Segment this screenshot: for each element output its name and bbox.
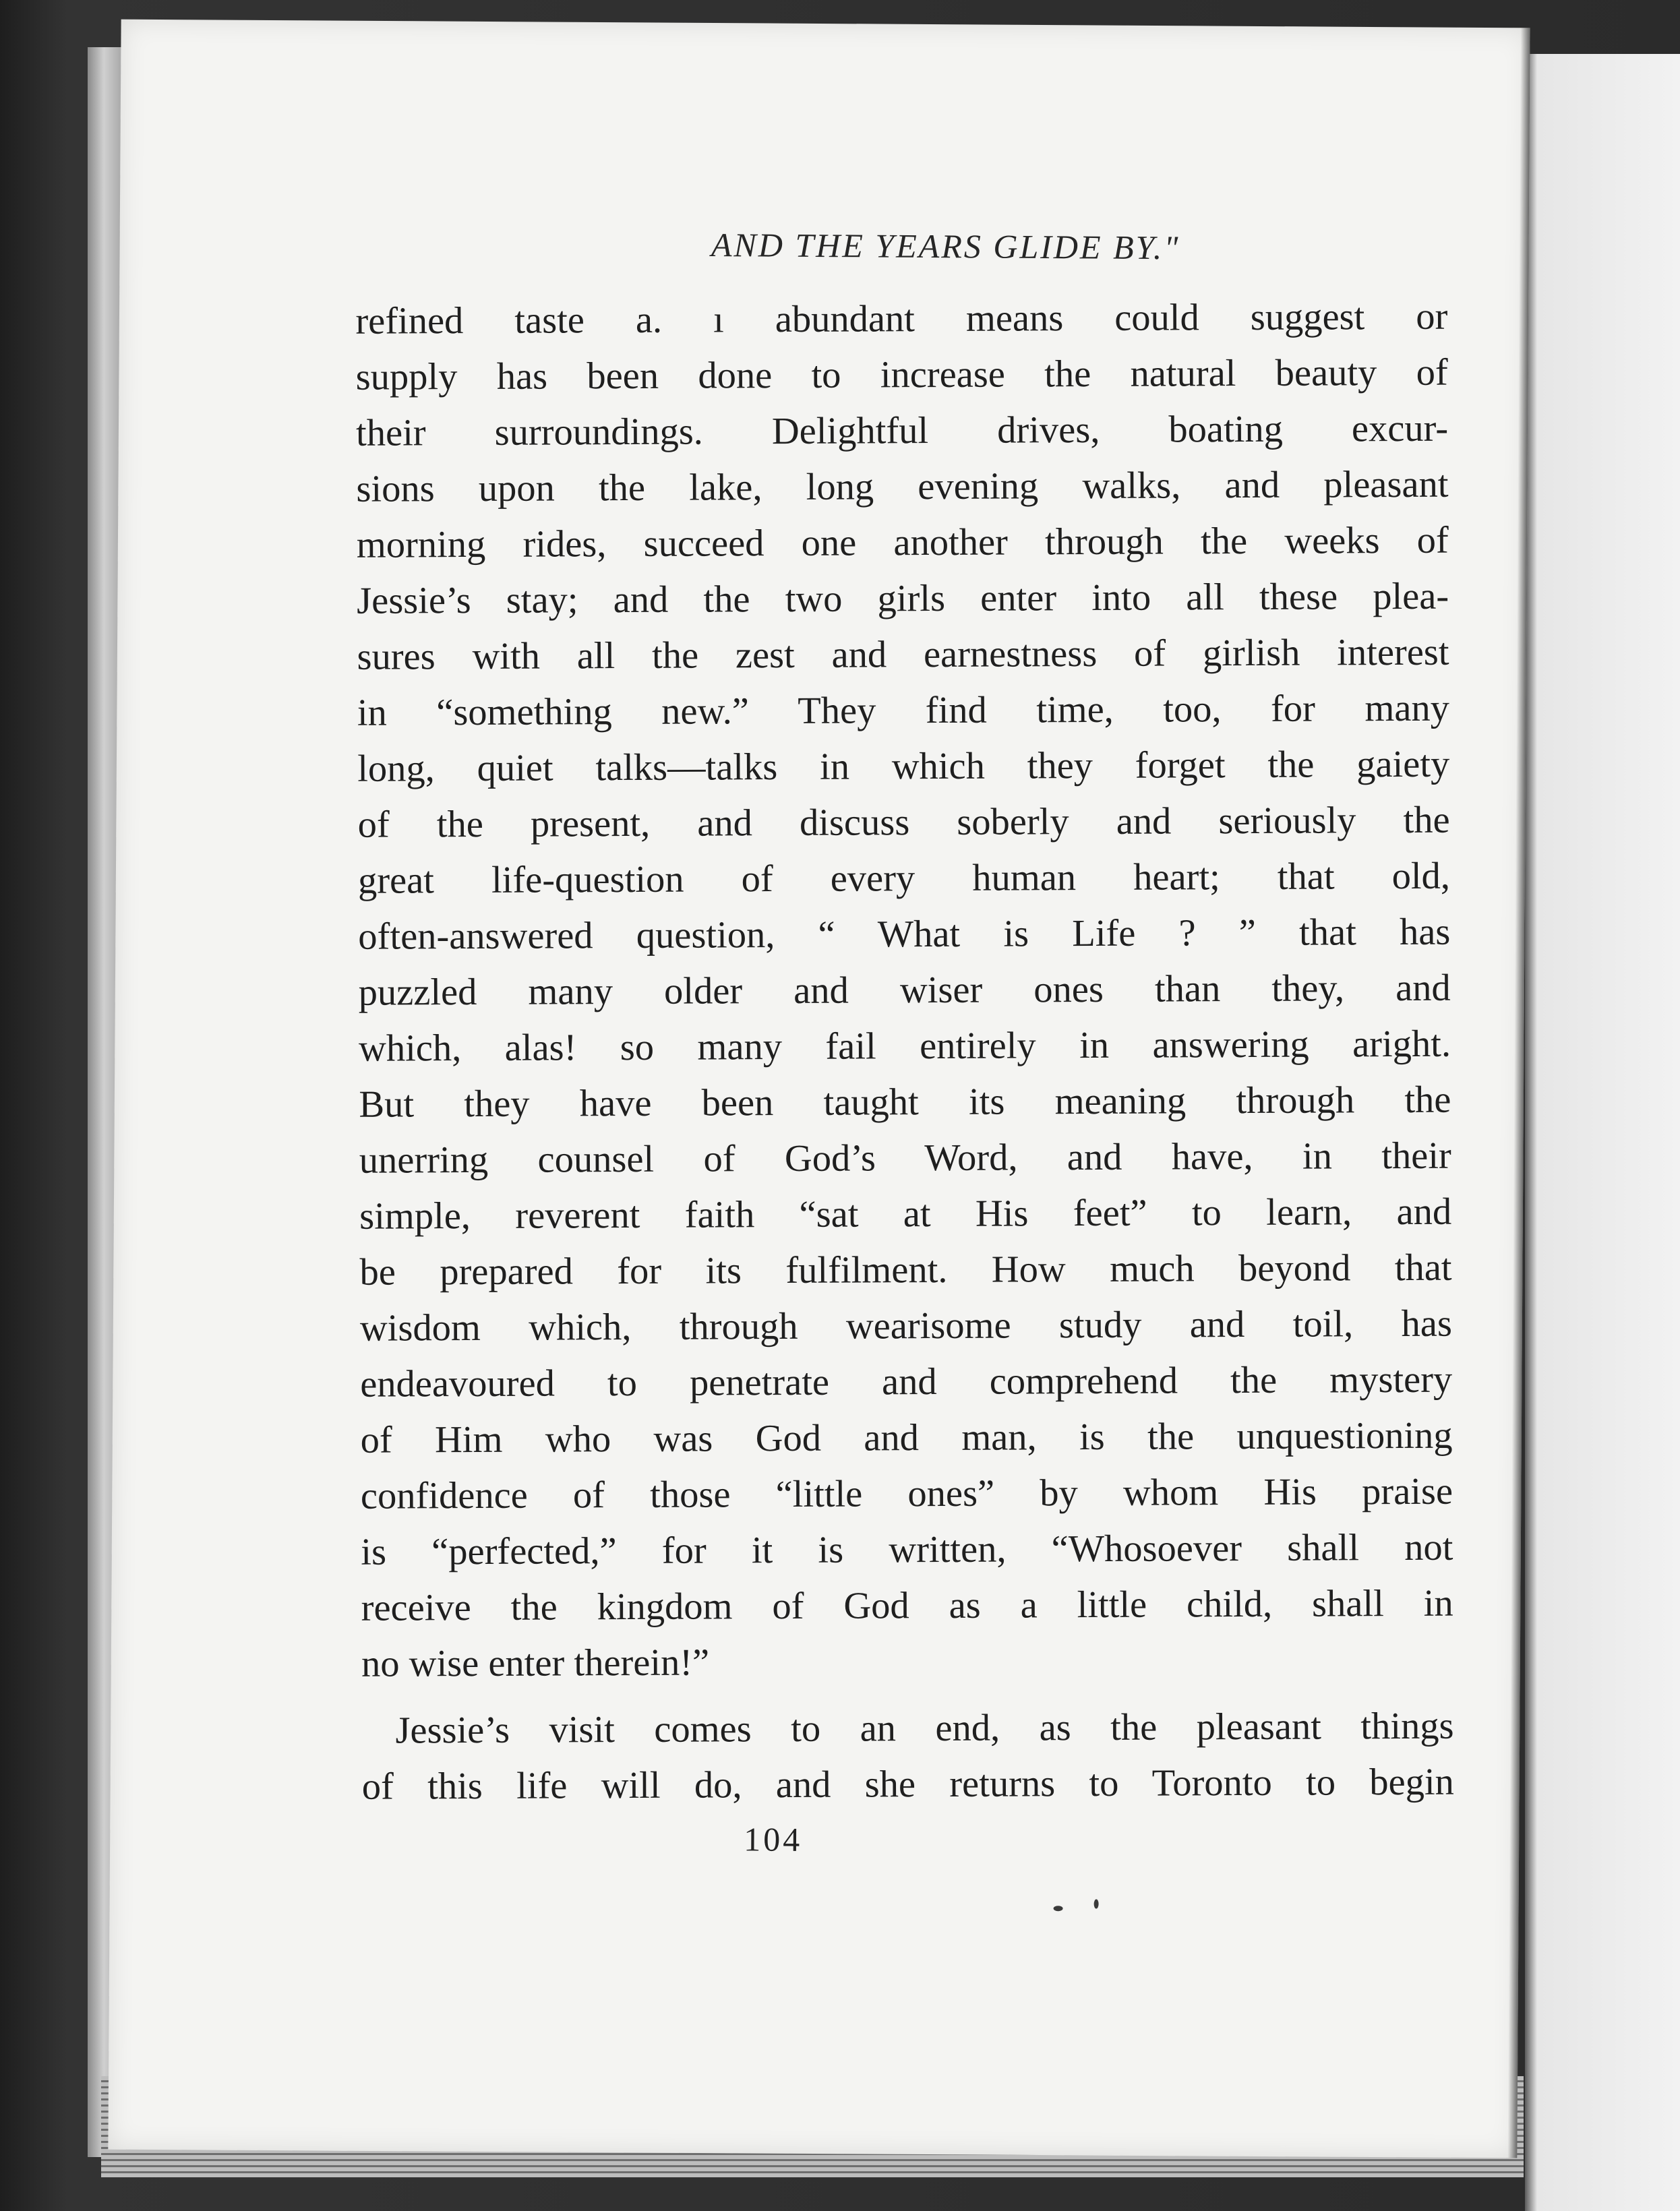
text-line: of the present, and discuss soberly and seriously the <box>357 799 1450 846</box>
text-line: is “perfected,” for it is written, “Whosoever shall not <box>361 1526 1453 1573</box>
text-line: no wise enter therein!” <box>361 1641 710 1685</box>
text-line: wisdom which, through wearisome study and toil, has <box>359 1302 1453 1350</box>
text-line: receive the kingdom of God as a little child, shall in <box>361 1582 1453 1629</box>
book-page <box>108 20 1530 2158</box>
ink-speck <box>1094 1900 1099 1909</box>
ink-speck <box>1054 1906 1063 1911</box>
text-line: But they have been taught its meaning through the <box>359 1079 1451 1126</box>
text-line: endeavoured to penetrate and comprehend the mystery <box>360 1358 1453 1405</box>
text-line: confidence of those “little ones” by whom His praise <box>360 1470 1453 1517</box>
text-line: sures with all the zest and earnestness of girlish interest <box>357 631 1449 678</box>
text-line: be prepared for its fulfilment. How much beyond that <box>359 1246 1452 1294</box>
text-line: unerring counsel of God’s Word, and have, in their <box>359 1134 1451 1182</box>
text-line: supply has been done to increase the natural beauty of <box>355 351 1448 398</box>
text-line: of Him who was God and man, is the unquestioning <box>360 1414 1453 1461</box>
text-line: in “something new.” They find time, too, for many <box>357 687 1450 734</box>
running-head: AND THE YEARS GLIDE BY." <box>711 225 1180 267</box>
text-line: their surroundings. Delightful drives, boating excur- <box>355 407 1449 454</box>
text-line: morning rides, succeed one another through the weeks of <box>356 519 1449 566</box>
text-line: which, alas! so many fail entirely in answering aright. <box>358 1023 1451 1070</box>
page-number: 104 <box>744 1820 803 1858</box>
text-line: sions upon the lake, long evening walks, and pleasant <box>356 463 1449 510</box>
text-line: Jessie’s visit comes to an end, as the pleasant things <box>395 1705 1454 1752</box>
text-line: great life-question of every human heart; that old, <box>357 855 1451 902</box>
text-line: simple, reverent faith “sat at His feet” to learn, and <box>359 1190 1452 1238</box>
body-text <box>355 289 1454 1815</box>
facing-page <box>1525 54 1680 2211</box>
text-line: refined taste a. ı abundant means could suggest or <box>355 295 1448 342</box>
text-line: Jessie’s stay; and the two girls enter into all these plea- <box>357 575 1449 622</box>
text-line: of this life will do, and she returns to Toronto to begin <box>361 1761 1454 1808</box>
text-line: often-answered question, “ What is Life ? ” that has <box>358 911 1451 958</box>
text-line: long, quiet talks—talks in which they forget the gaiety <box>357 743 1450 790</box>
text-line: puzzled many older and wiser ones than they, and <box>358 967 1451 1014</box>
